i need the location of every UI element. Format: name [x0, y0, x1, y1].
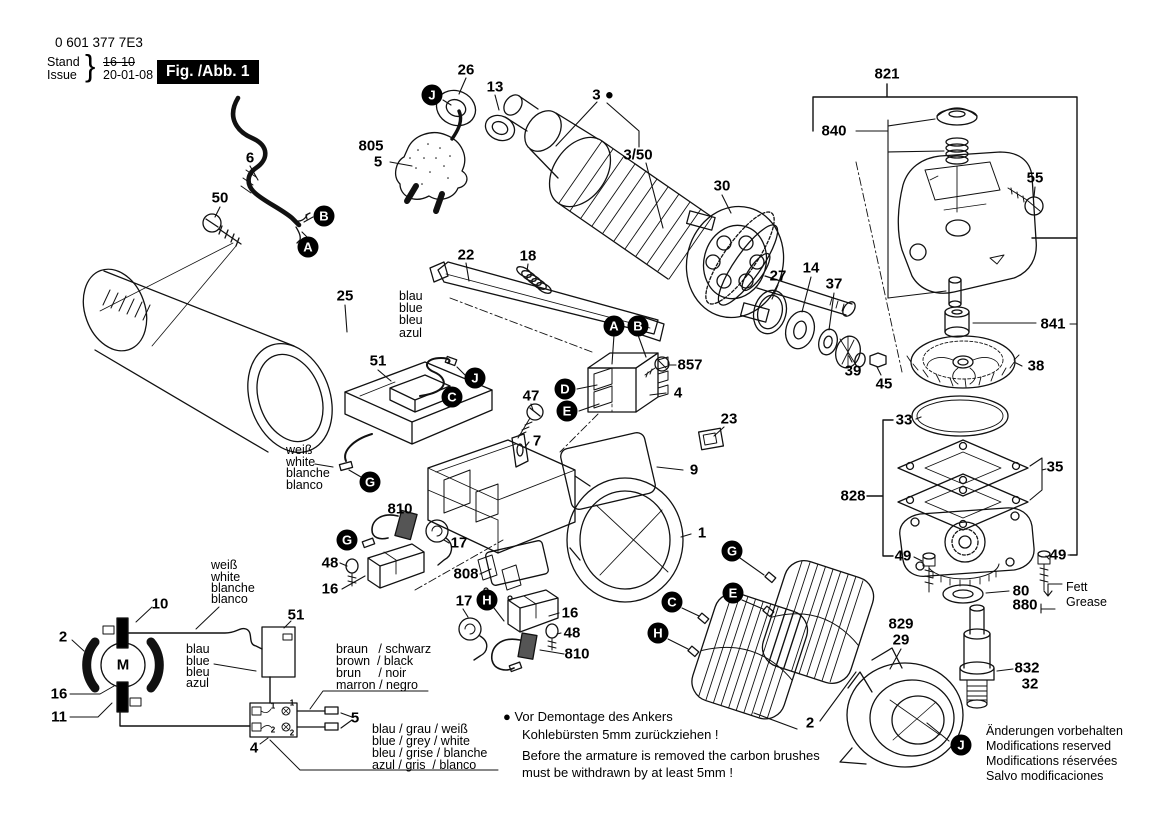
part-label-7: 7: [532, 432, 542, 450]
part-label-16: 16: [321, 580, 339, 598]
part-label-857: 857: [677, 356, 703, 374]
part-label-810: 810: [564, 645, 590, 663]
wire-note-blue-grey-white-line-3: bleu / grise / blanche: [372, 746, 488, 760]
wire-note-blue-switch-line-1: blau: [399, 289, 423, 303]
part-label-47: 47: [522, 387, 540, 405]
part-label-1: 1: [289, 698, 295, 708]
part-label-1: 1: [270, 701, 276, 711]
part-label-832: 832: [1014, 659, 1040, 677]
part-label-48: 48: [563, 624, 581, 642]
armature-warning-line-1: ● Vor Demontage des Ankers: [503, 709, 673, 724]
part-label-840: 840: [821, 122, 847, 140]
gear-housing-group-drawing: [895, 108, 1050, 708]
issue-value: 20-01-08: [103, 68, 154, 82]
part-label-808: 808: [453, 565, 479, 583]
wire-note-blue-grey-white-line-2: blue / grey / white: [372, 734, 470, 748]
part-label-9: 9: [689, 461, 699, 479]
part-label-2: 2: [805, 714, 815, 732]
part-label-6: 6: [245, 149, 255, 167]
part-label-80: 80: [1012, 582, 1030, 600]
part-label-23: 23: [720, 410, 738, 428]
marker-E: E: [557, 401, 578, 422]
marker-H: H: [477, 590, 498, 611]
part-label-55: 55: [1026, 169, 1044, 187]
wire-note-brown-black-line-3: brun / noir: [336, 666, 407, 680]
part-label-35: 35: [1046, 458, 1064, 476]
part-label-45: 45: [875, 375, 893, 393]
part-number: 0 601 377 7E3: [55, 35, 143, 50]
part-label-38: 38: [1027, 357, 1045, 375]
date-brace: }: [85, 48, 96, 83]
issue-label: Issue: [47, 68, 77, 82]
part-label-51: 51: [369, 352, 387, 370]
bearing-flange-829-drawing: [840, 648, 963, 767]
wire-note-blue-grey-white-line-1: blau / grau / weiß: [372, 722, 468, 736]
armature-warning-line-4: must be withdrawn by at least 5mm !: [522, 765, 733, 780]
part-label-M: M: [116, 656, 130, 674]
marker-J: J: [465, 368, 486, 389]
part-label-805: 805: [358, 137, 384, 155]
wire-note-brown-black-line-4: marron / negro: [336, 678, 418, 692]
grease-note-line-1: Fett: [1066, 580, 1088, 594]
part-label-26: 26: [457, 61, 475, 79]
part-label-18: 18: [519, 247, 537, 265]
part-label-51: 51: [287, 606, 305, 624]
part-label-1: 1: [697, 524, 707, 542]
part-label-48: 48: [321, 554, 339, 572]
part-label-5: 5: [373, 153, 383, 171]
modifications-note-line-3: Modifications réservées: [986, 754, 1118, 768]
part-label-49: 49: [1049, 546, 1067, 564]
marker-B: B: [314, 206, 335, 227]
motor-housing-25-drawing: [72, 260, 346, 464]
stand-label: Stand: [47, 55, 80, 69]
wire-note-brown-black-line-2: brown / black: [336, 654, 414, 668]
part-label-30: 30: [713, 177, 731, 195]
marker-C: C: [442, 387, 463, 408]
marker-J: J: [951, 735, 972, 756]
part-label-27: 27: [769, 267, 787, 285]
wire-note-blue-schematic-line-4: azul: [186, 676, 209, 690]
wire-note-white-schematic-line-3: blanche: [211, 581, 255, 595]
wire-note-white-module-line-4: blanco: [286, 478, 323, 492]
switch-4-drawing: [588, 353, 669, 412]
part-label-2: 2: [270, 725, 276, 735]
marker-G: G: [360, 472, 381, 493]
part-label-2: 2: [58, 628, 68, 646]
wire-note-brown-black-line-1: braun / schwarz: [336, 642, 432, 656]
wire-note-blue-schematic-line-1: blau: [186, 642, 210, 656]
modifications-note-line-2: Modifications reserved: [986, 739, 1112, 753]
wire-note-blue-switch-line-3: bleu: [399, 313, 423, 327]
part-label-828: 828: [840, 487, 866, 505]
part-label-17: 17: [455, 592, 473, 610]
part-label-11: 11: [51, 708, 67, 726]
armature-warning-line-2: Kohlebürsten 5mm zurückziehen !: [522, 727, 719, 742]
wire-note-white-schematic-line-1: weiß: [211, 558, 238, 572]
wire-note-blue-switch-line-4: azul: [399, 326, 422, 340]
brush-assembly-left-drawing: [346, 510, 452, 588]
screw-50-drawing: [100, 214, 241, 346]
part-label-32: 32: [1021, 675, 1039, 693]
marker-J: J: [422, 85, 443, 106]
marker-B: B: [628, 316, 649, 337]
part-label-4: 4: [673, 384, 683, 402]
marker-C: C: [662, 592, 683, 613]
wire-note-blue-switch-line-2: blue: [399, 301, 423, 315]
wire-note-white-schematic-line-4: blanco: [211, 592, 248, 606]
part-label-829: 829: [888, 615, 914, 633]
part-label-3: 3 ●: [592, 86, 614, 104]
part-label-2: 2: [289, 728, 295, 738]
part-label-16: 16: [561, 604, 579, 622]
armature-warning-line-3: Before the armature is removed the carbon brushes: [522, 748, 820, 763]
wire-note-white-module-line-2: white: [286, 455, 316, 469]
armature-drawing: [431, 84, 858, 318]
marker-A: A: [604, 316, 625, 337]
part-label-50: 50: [211, 189, 229, 207]
modifications-note-line-1: Änderungen vorbehalten: [986, 724, 1123, 738]
wire-note-white-module-line-3: blanche: [286, 466, 330, 480]
marker-G: G: [337, 530, 358, 551]
part-label-49: 49: [894, 547, 912, 565]
marker-G: G: [722, 541, 743, 562]
wire-note-white-schematic-line-2: white: [211, 570, 241, 584]
power-cord-drawing: [233, 98, 310, 243]
stand-value: 16-10: [103, 55, 135, 69]
grease-note-line-2: Grease: [1066, 595, 1107, 609]
part-label-17: 17: [450, 534, 468, 552]
part-label-5: 5: [350, 709, 360, 727]
wire-note-blue-schematic-line-2: blue: [186, 654, 210, 668]
part-label-37: 37: [825, 275, 843, 293]
part-label-10: 10: [151, 595, 169, 613]
part-label-39: 39: [844, 362, 862, 380]
part-label-4: 4: [249, 739, 259, 757]
part-label-29: 29: [892, 631, 910, 649]
part-label-25: 25: [336, 287, 354, 305]
part-label-810: 810: [387, 500, 413, 518]
part-label-16: 16: [50, 685, 68, 703]
figure-label: Fig. /Abb. 1: [157, 60, 259, 84]
part-label-33: 33: [895, 411, 913, 429]
marker-E: E: [723, 583, 744, 604]
part-label-841: 841: [1040, 315, 1066, 333]
part-label-14: 14: [802, 259, 820, 277]
part-label-350: 3/50: [623, 146, 653, 164]
marker-D: D: [555, 379, 576, 400]
part-label-821: 821: [874, 65, 900, 83]
marker-A: A: [298, 237, 319, 258]
wire-note-blue-grey-white-line-4: azul / gris / blanco: [372, 758, 477, 772]
wire-note-blue-schematic-line-3: bleu: [186, 665, 210, 679]
marker-H: H: [648, 623, 669, 644]
modifications-note-line-4: Salvo modificaciones: [986, 769, 1104, 783]
brush-assembly-right-drawing: [459, 590, 558, 672]
part-label-13: 13: [486, 78, 504, 96]
wire-note-white-module-line-1: weiß: [286, 443, 313, 457]
part-label-880: 880: [1012, 596, 1038, 614]
part-label-22: 22: [457, 246, 475, 264]
